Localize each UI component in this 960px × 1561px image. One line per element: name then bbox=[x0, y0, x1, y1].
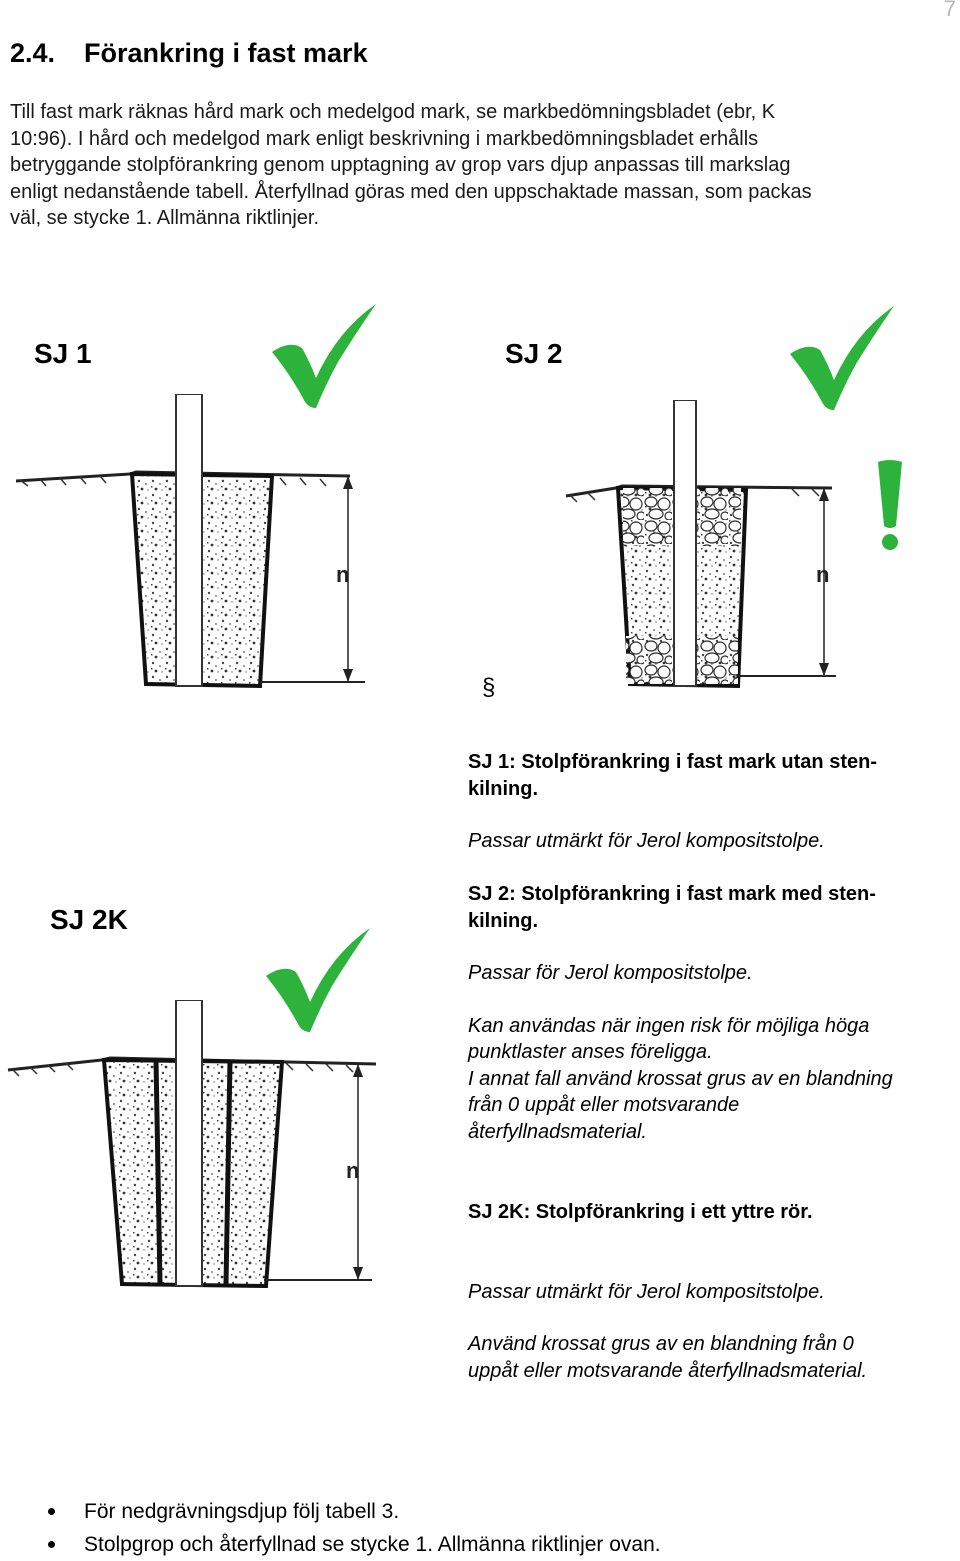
desc-note: Passar för Jerol kompositstolpe. bbox=[468, 962, 753, 984]
desc-code: SJ 1 bbox=[468, 751, 510, 773]
bullet-list bbox=[40, 1495, 661, 1561]
description-sj1 bbox=[468, 749, 948, 855]
desc-extra: från 0 uppåt eller motsvarande bbox=[468, 1094, 740, 1116]
desc-code: SJ 2K bbox=[468, 1201, 524, 1223]
desc-title: kilning. bbox=[468, 909, 538, 932]
desc-title: : Stolpförankring i fast mark utan sten- bbox=[509, 751, 877, 773]
desc-extra: punktlaster anses föreligga. bbox=[468, 1041, 713, 1063]
figure-label-sj2: SJ 2 bbox=[505, 338, 563, 369]
desc-code: SJ 2 bbox=[468, 883, 510, 905]
page-number: 7 bbox=[943, 0, 956, 21]
desc-extra: Använd krossat grus av en blandning från 0 bbox=[468, 1333, 854, 1355]
depth-label: n bbox=[816, 562, 830, 587]
intro-line: väl, se stycke 1. Allmänna riktlinjer. bbox=[10, 207, 320, 229]
diagram-sj2k bbox=[6, 1000, 381, 1292]
desc-extra: I annat fall använd krossat grus av en blandning bbox=[468, 1067, 893, 1090]
desc-title: : Stolpförankring i fast mark med sten- bbox=[509, 883, 876, 905]
intro-paragraph bbox=[10, 99, 945, 232]
list-item: Stolpgrop och återfyllnad se stycke 1. Allmänna riktlinjer ovan. bbox=[40, 1528, 661, 1561]
section-heading bbox=[10, 38, 368, 69]
check-icon bbox=[786, 302, 898, 414]
intro-line: 10:96). I hård och medelgod mark enligt beskrivning i markbedömningsbladet erhålls bbox=[10, 127, 759, 150]
description-sj2k bbox=[468, 1199, 948, 1384]
section-number: 2.4. bbox=[10, 38, 56, 68]
list-item: För nedgrävningsdjup följ tabell 3. bbox=[40, 1495, 661, 1528]
desc-note: Passar utmärkt för Jerol kompositstolpe. bbox=[468, 1280, 825, 1303]
section-title: Förankring i fast mark bbox=[84, 38, 368, 68]
desc-note: Passar utmärkt för Jerol kompositstolpe. bbox=[468, 830, 825, 852]
desc-title: : Stolpförankring i ett yttre rör. bbox=[523, 1201, 813, 1223]
intro-line: enligt nedanstående tabell. Återfyllnad göras med den uppschaktade massan, som packas bbox=[10, 180, 812, 203]
section-sign: § bbox=[482, 674, 496, 701]
intro-line: Till fast mark räknas hård mark och medelgod mark, se markbedömningsbladet (ebr, K bbox=[10, 101, 776, 123]
depth-label: n bbox=[346, 1158, 360, 1183]
depth-label: n bbox=[336, 562, 350, 587]
diagram-sj2 bbox=[560, 400, 845, 692]
figure-label-sj2k: SJ 2K bbox=[50, 904, 128, 935]
intro-line: betryggande stolpförankring genom upptagning av grop vars djup anpassas till markslag bbox=[10, 154, 791, 176]
desc-title: kilning. bbox=[468, 777, 538, 800]
desc-extra: uppåt eller motsvarande återfyllnadsmaterial. bbox=[468, 1359, 868, 1382]
diagram-sj1 bbox=[10, 394, 375, 694]
exclamation-icon bbox=[872, 458, 908, 554]
desc-extra: återfyllnadsmaterial. bbox=[468, 1120, 647, 1143]
description-sj2 bbox=[468, 881, 948, 1145]
desc-extra: Kan användas när ingen risk för möjliga höga bbox=[468, 1014, 870, 1037]
figure-label-sj1: SJ 1 bbox=[34, 338, 92, 369]
